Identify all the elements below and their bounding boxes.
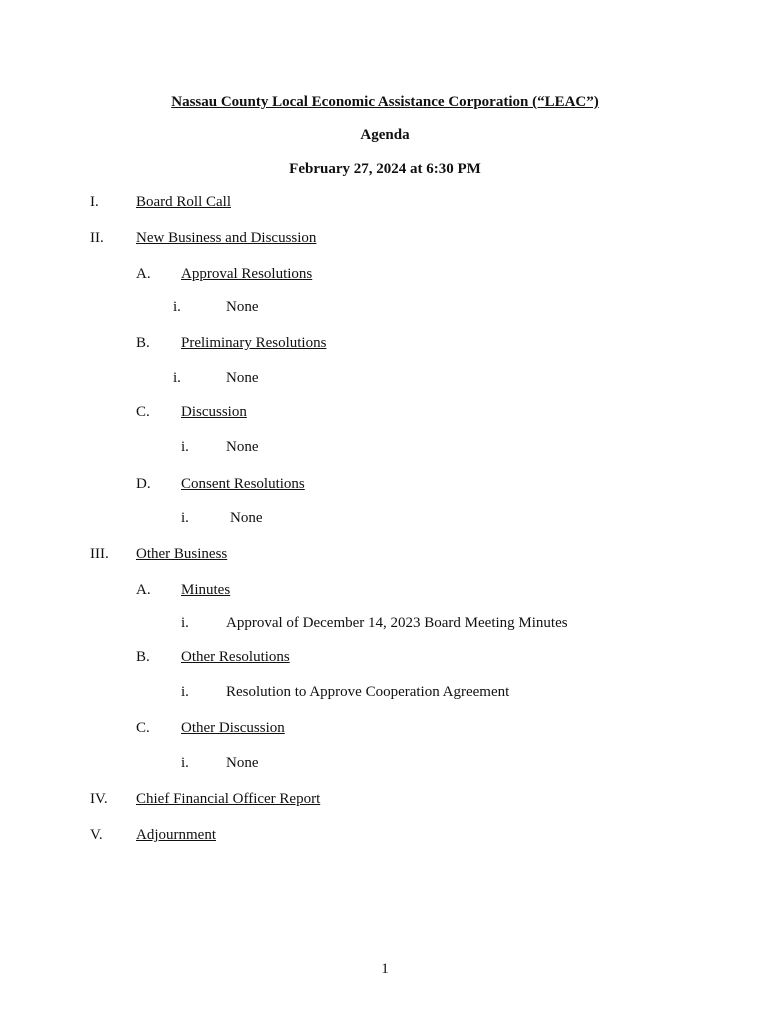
document-subtitle: Agenda bbox=[360, 127, 410, 143]
list-numeral: i. bbox=[181, 439, 189, 455]
list-numeral: i. bbox=[181, 615, 189, 631]
subitem-label: Discussion bbox=[181, 404, 247, 420]
list-text: None bbox=[226, 439, 259, 455]
subitem-label: Approval Resolutions bbox=[181, 266, 313, 282]
item-label: Other Business bbox=[136, 546, 228, 562]
item-label: Board Roll Call bbox=[136, 194, 231, 210]
list-numeral: i. bbox=[181, 755, 189, 771]
list-text: Approval of December 14, 2023 Board Meeting Minutes bbox=[226, 615, 568, 631]
subitem-letter: A. bbox=[136, 582, 151, 598]
item-label: New Business and Discussion bbox=[136, 230, 317, 246]
list-numeral: i. bbox=[181, 684, 189, 700]
subitem-letter: B. bbox=[136, 649, 150, 665]
meeting-date: February 27, 2024 at 6:30 PM bbox=[289, 161, 481, 177]
list-text: Resolution to Approve Cooperation Agreement bbox=[226, 684, 510, 700]
subitem-letter: C. bbox=[136, 720, 150, 736]
list-numeral: i. bbox=[173, 370, 181, 386]
subitem-letter: D. bbox=[136, 476, 151, 492]
subitem-letter: A. bbox=[136, 266, 151, 282]
list-text: None bbox=[230, 510, 263, 526]
subitem-label: Consent Resolutions bbox=[181, 476, 305, 492]
subitem-label: Preliminary Resolutions bbox=[181, 335, 327, 351]
list-numeral: i. bbox=[181, 510, 189, 526]
item-number: I. bbox=[90, 194, 99, 210]
subitem-letter: C. bbox=[136, 404, 150, 420]
list-text: None bbox=[226, 755, 259, 771]
page-number: 1 bbox=[381, 961, 389, 977]
list-text: None bbox=[226, 370, 259, 386]
subitem-label: Other Resolutions bbox=[181, 649, 290, 665]
item-number: III. bbox=[90, 546, 109, 562]
item-label: Adjournment bbox=[136, 827, 216, 843]
item-number: IV. bbox=[90, 791, 108, 807]
item-number: V. bbox=[90, 827, 103, 843]
item-number: II. bbox=[90, 230, 104, 246]
subitem-label: Minutes bbox=[181, 582, 231, 598]
item-label: Chief Financial Officer Report bbox=[136, 791, 321, 807]
list-numeral: i. bbox=[173, 299, 181, 315]
document-title: Nassau County Local Economic Assistance Corporation (“LEAC”) bbox=[171, 94, 599, 110]
subitem-letter: B. bbox=[136, 335, 150, 351]
list-text: None bbox=[226, 299, 259, 315]
subitem-label: Other Discussion bbox=[181, 720, 285, 736]
